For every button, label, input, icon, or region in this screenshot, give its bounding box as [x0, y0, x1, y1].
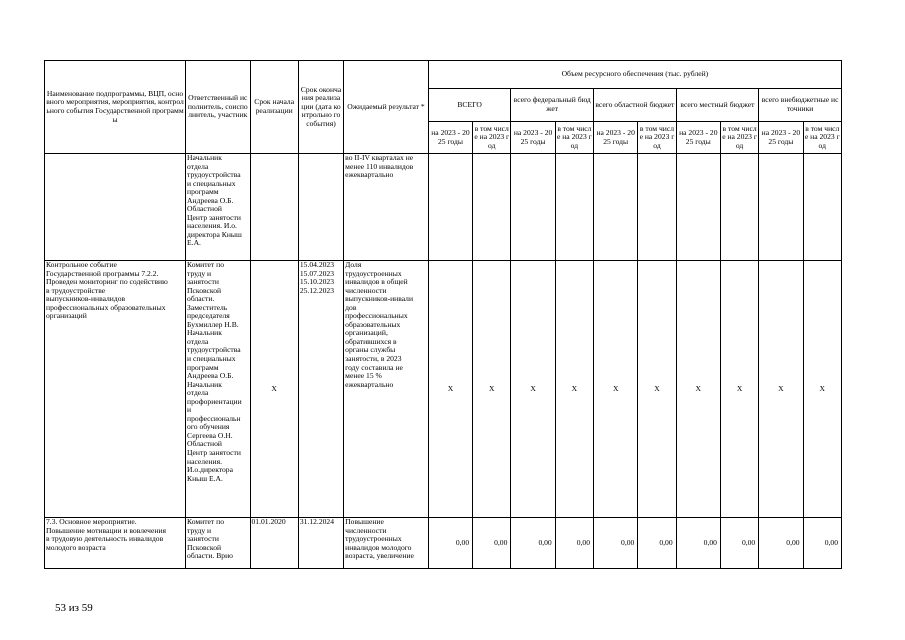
page-number: 53 из 59	[55, 602, 93, 614]
header-sub-year: в том числе на 2023 год	[720, 122, 758, 154]
row-value	[676, 154, 720, 261]
row-value	[720, 154, 758, 261]
row-name	[45, 154, 186, 261]
row-value: 0,00	[555, 518, 593, 569]
row-value	[473, 154, 511, 261]
row-value: X	[555, 261, 593, 518]
header-group-total: ВСЕГО	[428, 89, 511, 122]
row-value	[594, 154, 638, 261]
row-value	[759, 154, 803, 261]
row-value: X	[676, 261, 720, 518]
row-value: X	[473, 261, 511, 518]
row-value: X	[511, 261, 555, 518]
row-value: X	[759, 261, 803, 518]
row-value: X	[594, 261, 638, 518]
table-row	[45, 261, 842, 518]
header-group-local: всего местный бюджет	[676, 89, 759, 122]
header-sub-year: в том числе на 2023 год	[555, 122, 593, 154]
header-sub-period: на 2023 - 2025 годы	[428, 122, 472, 154]
header-start: Срок начала реализации	[250, 61, 298, 154]
header-sub-period: на 2023 - 2025 годы	[511, 122, 555, 154]
row-value	[803, 154, 841, 261]
row-value	[511, 154, 555, 261]
row-result: Доля трудоустроенных инвалидов в общей численности выпускников-инвали дов профессиональных образовательных организаций, обратившихся в органы службы занятости, в 2023 году составила не менее 15 % ежеквартально	[344, 261, 429, 518]
row-value: 0,00	[720, 518, 758, 569]
header-sub-period: на 2023 - 2025 годы	[676, 122, 720, 154]
row-responsible: Начальник отдела трудоустройства и специальных программ Андреева О.Б. Областной Центр занятости населения. И.о. директора Кныш Е.А.	[186, 154, 250, 261]
row-value: 0,00	[638, 518, 676, 569]
row-value: X	[720, 261, 758, 518]
header-row-1	[45, 61, 842, 89]
row-value	[428, 154, 472, 261]
row-value	[638, 154, 676, 261]
table-row	[45, 518, 842, 569]
header-name: Наименование подпрограммы, ВЦП, основного мероприятия, мероприятия, контрольного события Государственной программы	[45, 61, 186, 154]
row-value: 0,00	[594, 518, 638, 569]
row-value: 0,00	[759, 518, 803, 569]
row-start: 01.01.2020	[250, 518, 298, 569]
row-value: X	[428, 261, 472, 518]
table-row	[45, 154, 842, 261]
row-start	[250, 154, 298, 261]
header-group-offbudget: всего внебюджетные источники	[759, 89, 842, 122]
header-sub-year: в том числе на 2023 год	[638, 122, 676, 154]
row-end	[298, 154, 343, 261]
header-sub-period: на 2023 - 2025 годы	[759, 122, 803, 154]
header-group-regional: всего областной бюджет	[594, 89, 677, 122]
row-result: во II-IV кварталах не менее 110 инвалидов ежеквартально	[344, 154, 429, 261]
row-start: X	[250, 261, 298, 518]
row-value: 0,00	[473, 518, 511, 569]
header-sub-period: на 2023 - 2025 годы	[594, 122, 638, 154]
row-result: Повышение численности трудоустроенных инвалидов молодого возраста, увеличение	[344, 518, 429, 569]
row-responsible: Комитет по труду и занятости Псковской области. Заместитель председателя Бухмиллер Н.В. Начальник отдела трудоустройства и специальных программ Андреева О.Б. Начальник отдела профориентации и профессиональн ого обучения Сергеева О.Н. Областной Центр занятости населения. И.о.директора Кныш Е.А.	[186, 261, 250, 518]
row-end: 31.12.2024	[298, 518, 343, 569]
row-name: 7.3. Основное мероприятие. Повышение мотивации и вовлечения в трудовую деятельность инвалидов молодого возраста	[45, 518, 186, 569]
header-end: Срок окончания реализации (дата контрольно го события)	[298, 61, 343, 154]
row-responsible: Комитет по труду и занятости Псковской области. Врио	[186, 518, 250, 569]
row-name: Контрольное событие Государственной программы 7.2.2. Проведен мониторинг по содействию в трудоустройстве выпускников-инвалидов профессиональных образовательных организаций	[45, 261, 186, 518]
header-result: Ожидаемый результат *	[344, 61, 429, 154]
row-value: 0,00	[428, 518, 472, 569]
header-responsible: Ответственный исполнитель, соисполнитель, участник	[186, 61, 250, 154]
row-value: X	[803, 261, 841, 518]
row-value: X	[638, 261, 676, 518]
row-value: 0,00	[676, 518, 720, 569]
resource-table	[44, 60, 842, 569]
row-value: 0,00	[803, 518, 841, 569]
header-resources: Объем ресурсного обеспечения (тыс. рублей)	[428, 61, 841, 89]
row-value	[555, 154, 593, 261]
header-sub-year: в том числе на 2023 год	[803, 122, 841, 154]
row-value: 0,00	[511, 518, 555, 569]
header-group-federal: всего федеральный бюджет	[511, 89, 594, 122]
header-sub-year: в том числе на 2023 год	[473, 122, 511, 154]
row-end: 15.04.2023 15.07.2023 15.10.2023 25.12.2023	[298, 261, 343, 518]
